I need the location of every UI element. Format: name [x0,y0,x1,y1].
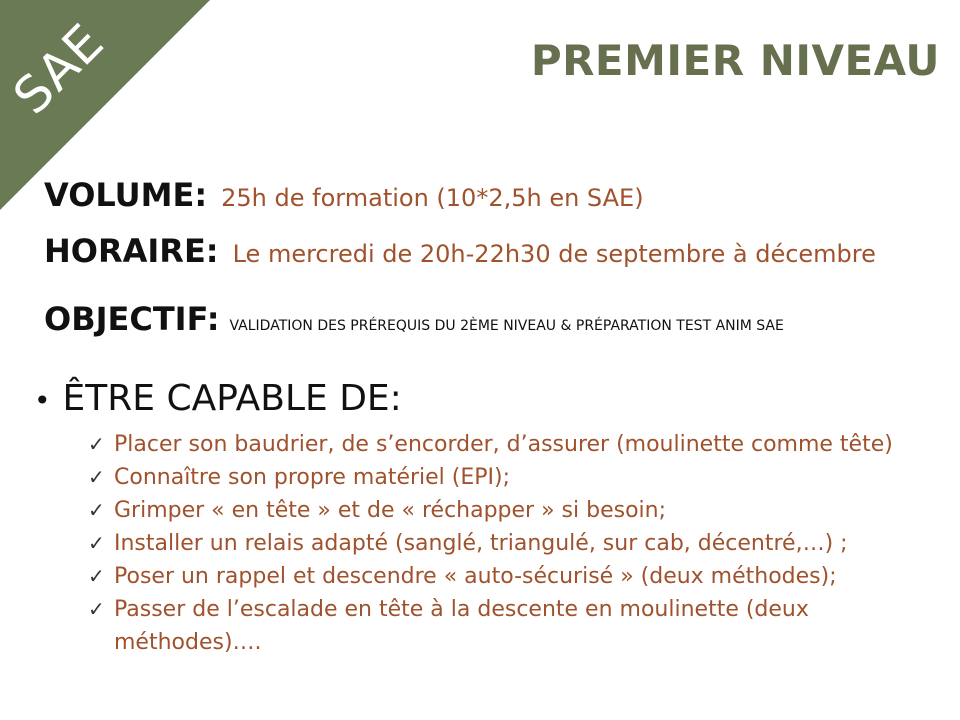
list-item-text: Connaître son propre matériel (EPI); [114,465,511,490]
list-item-text: Placer son baudrier, de s’encorder, d’assurer (moulinette comme tête) [114,432,893,457]
list-item [88,494,938,527]
bullet-icon: • [34,384,51,417]
volume-label: VOLUME: [44,176,208,214]
checkmark-icon: ✓ [88,597,105,621]
horaire-row [44,232,876,270]
capable-heading-row [34,378,402,419]
skills-checklist [88,428,938,659]
list-item-text: Installer un relais adapté (sanglé, triangulé, sur cab, décentré,…) ; [114,531,848,556]
list-item [88,428,938,461]
checkmark-icon: ✓ [88,432,105,456]
volume-row [44,176,644,214]
checkmark-icon: ✓ [88,465,105,489]
page-title: PREMIER NIVEAU [530,36,940,85]
list-item-text: Grimper « en tête » et de « réchapper » si besoin; [114,498,666,523]
horaire-value: Le mercredi de 20h-22h30 de septembre à décembre [232,240,876,268]
capable-heading: ÊTRE CAPABLE DE: [62,378,402,419]
list-item [88,527,938,560]
list-item [88,461,938,494]
list-item [88,560,938,593]
list-item-text: Poser un rappel et descendre « auto-sécurisé » (deux méthodes); [114,564,837,589]
list-item [88,593,938,659]
volume-value: 25h de formation (10*2,5h en SAE) [221,184,644,212]
objectif-row [44,300,784,338]
checkmark-icon: ✓ [88,564,105,588]
checkmark-icon: ✓ [88,531,105,555]
horaire-label: HORAIRE: [44,232,219,270]
objectif-value: VALIDATION DES PRÉREQUIS DU 2ÈME NIVEAU & PRÉPARATION TEST ANIM SAE [229,318,784,334]
corner-label: SAE [2,12,116,126]
list-item-text: Passer de l’escalade en tête à la descente en moulinette (deux méthodes)…. [114,597,809,655]
checkmark-icon: ✓ [88,498,105,522]
objectif-label: OBJECTIF: [44,300,220,338]
